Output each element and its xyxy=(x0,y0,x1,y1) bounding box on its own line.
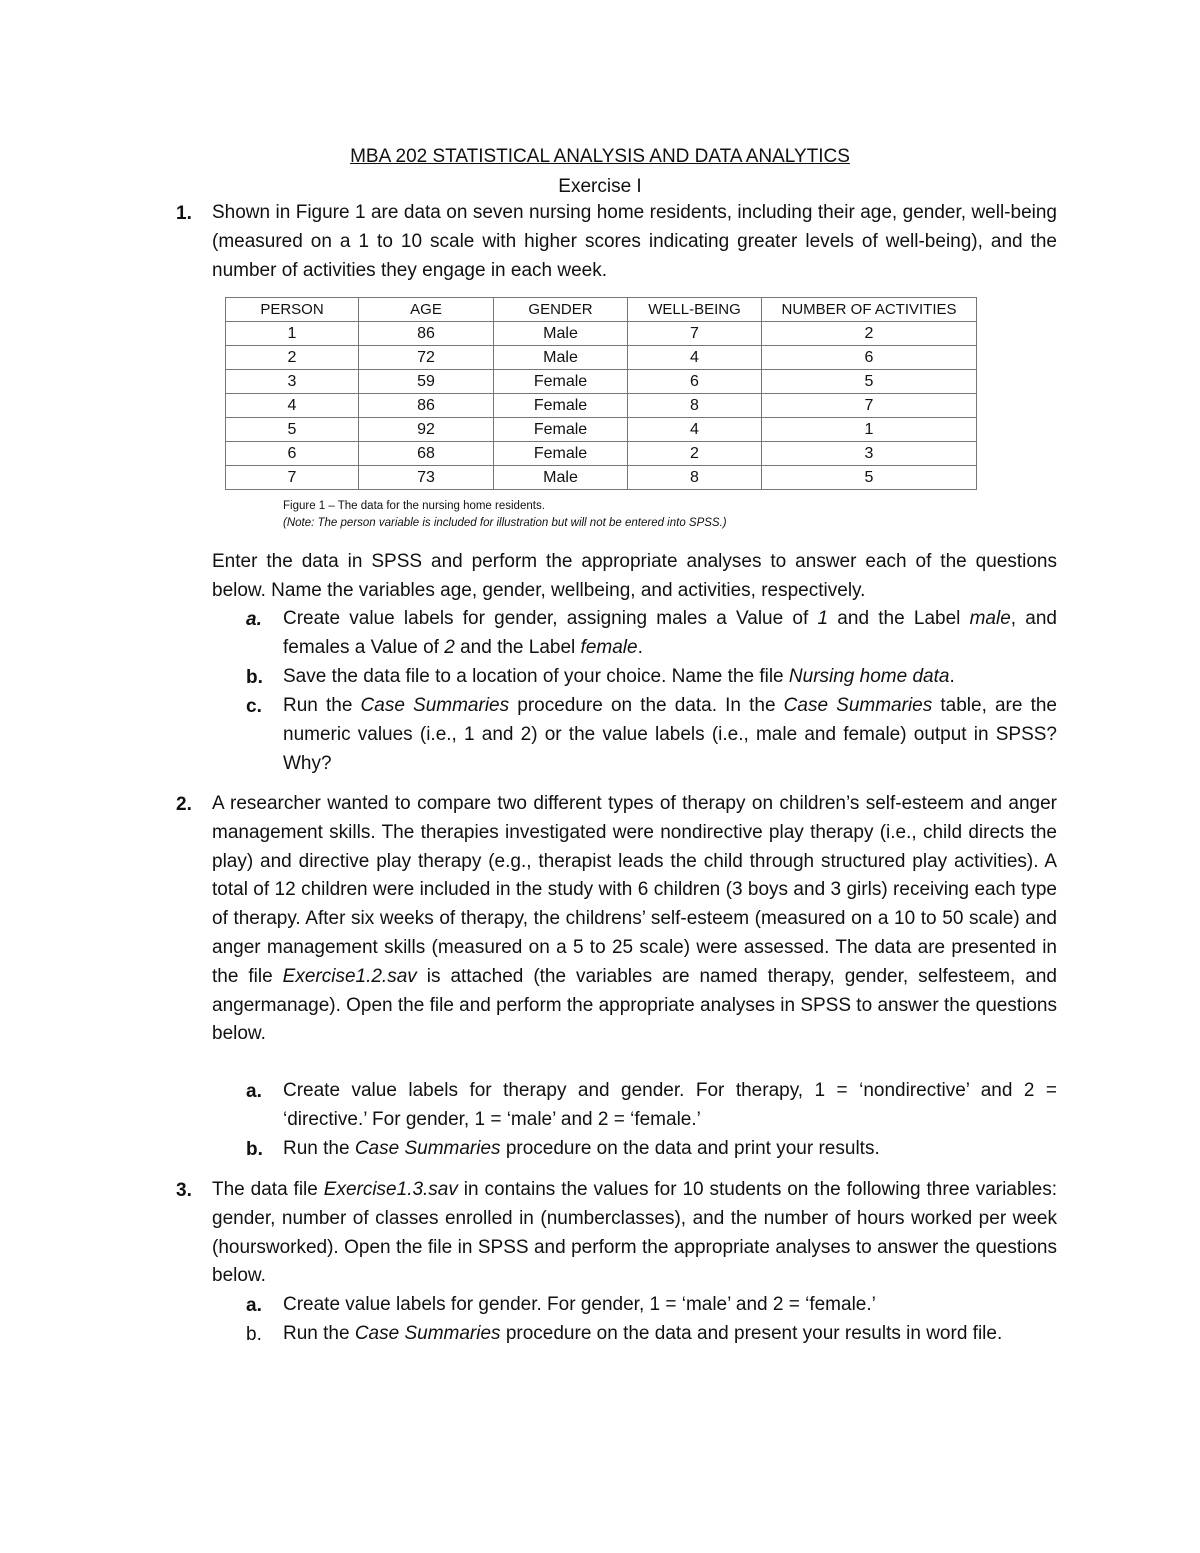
question-1c-text: Run the Case Summaries procedure on the data. In the Case Summaries table, are the numeric values (i.e., 1 and 2) or the value labels (i.e., male and female) output in SPSS? Why? xyxy=(283,695,1058,774)
cell-person: 7 xyxy=(226,466,359,490)
cell-well-being: 6 xyxy=(628,370,762,394)
question-3b-label: b. xyxy=(246,1324,262,1345)
question-3b-text: Run the Case Summaries procedure on the data and present your results in word file. xyxy=(283,1323,1003,1344)
cell-age: 59 xyxy=(359,370,494,394)
cell-well-being: 7 xyxy=(628,322,762,346)
table-row xyxy=(226,442,977,466)
exercise-subtitle: Exercise I xyxy=(558,176,642,197)
question-1a-text: Create value labels for gender, assigning males a Value of 1 and the Label male, and females a Value of 2 and the Label female. xyxy=(283,608,1057,658)
cell-person: 6 xyxy=(226,442,359,466)
question-3a-text: Create value labels for gender. For gender, 1 = ‘male’ and 2 = ‘female.’ xyxy=(283,1294,876,1315)
question-3-number: 3. xyxy=(176,1180,192,1201)
cell-well-being: 4 xyxy=(628,418,762,442)
cell-gender: Male xyxy=(494,346,628,370)
header-activities: NUMBER OF ACTIVITIES xyxy=(762,298,977,322)
cell-activities: 6 xyxy=(762,346,977,370)
table-row xyxy=(226,466,977,490)
cell-gender: Female xyxy=(494,370,628,394)
cell-person: 5 xyxy=(226,418,359,442)
cell-gender: Female xyxy=(494,418,628,442)
question-2b-label: b. xyxy=(246,1139,263,1160)
cell-age: 73 xyxy=(359,466,494,490)
question-1-instructions: Enter the data in SPSS and perform the appropriate analyses to answer each of the questions below. Name the variables age, gender, wellbeing, and activities, respectively. xyxy=(212,551,1057,601)
cell-gender: Male xyxy=(494,322,628,346)
table-row xyxy=(226,418,977,442)
document-title: MBA 202 STATISTICAL ANALYSIS AND DATA ANALYTICS xyxy=(350,146,850,167)
cell-activities: 7 xyxy=(762,394,977,418)
cell-age: 92 xyxy=(359,418,494,442)
table-row xyxy=(226,394,977,418)
question-1a-label: a. xyxy=(246,609,262,630)
question-2a-label: a. xyxy=(246,1081,262,1102)
question-1b-text: Save the data file to a location of your choice. Name the file Nursing home data. xyxy=(283,666,955,687)
cell-age: 72 xyxy=(359,346,494,370)
question-1b-label: b. xyxy=(246,667,263,688)
cell-gender: Male xyxy=(494,466,628,490)
header-person: PERSON xyxy=(226,298,359,322)
cell-well-being: 8 xyxy=(628,394,762,418)
question-2b-text: Run the Case Summaries procedure on the data and print your results. xyxy=(283,1138,880,1159)
table-row xyxy=(226,322,977,346)
cell-well-being: 8 xyxy=(628,466,762,490)
header-age: AGE xyxy=(359,298,494,322)
question-1-intro: Shown in Figure 1 are data on seven nursing home residents, including their age, gender, well-being (measured on a 1 to 10 scale with higher scores indicating greater levels of well-being), and the number of activities they engage in each week. xyxy=(212,202,1057,281)
figure-note: (Note: The person variable is included for illustration but will not be entered into SPSS.) xyxy=(283,517,727,529)
question-1c-label: c. xyxy=(246,696,262,717)
cell-age: 86 xyxy=(359,322,494,346)
cell-person: 1 xyxy=(226,322,359,346)
question-2-number: 2. xyxy=(176,794,192,815)
cell-activities: 3 xyxy=(762,442,977,466)
cell-gender: Female xyxy=(494,394,628,418)
cell-age: 86 xyxy=(359,394,494,418)
cell-well-being: 2 xyxy=(628,442,762,466)
table-row xyxy=(226,346,977,370)
cell-activities: 5 xyxy=(762,370,977,394)
question-1-number: 1. xyxy=(176,203,192,224)
cell-person: 3 xyxy=(226,370,359,394)
cell-activities: 2 xyxy=(762,322,977,346)
question-2-text: A researcher wanted to compare two different types of therapy on children’s self-esteem and anger management skills. The therapies investigated were nondirective play therapy (i.e., child directs the play) and directive play therapy (e.g., therapist leads the child through structured play activities). A total of 12 children were included in the study with 6 children (3 boys and 3 girls) receiving each type of therapy. After six weeks of therapy, the childrens’ self-esteem (measured on a 10 to 50 scale) and anger management skills (measured on a 5 to 25 scale) were assessed. The data are presented in the file Exercise1.2.sav is attached (the variables are named therapy, gender, selfesteem, and angermanage). Open the file and perform the appropriate analyses in SPSS to answer the questions below. xyxy=(212,793,1057,1045)
question-3-text: The data file Exercise1.3.sav in contains the values for 10 students on the following three variables: gender, number of classes enrolled in (numberclasses), and the number of hours worked per week (hoursworked). Open the file in SPSS and perform the appropriate analyses to answer the questions below. xyxy=(212,1179,1058,1287)
nursing-home-table xyxy=(225,297,977,490)
cell-person: 2 xyxy=(226,346,359,370)
cell-person: 4 xyxy=(226,394,359,418)
header-gender: GENDER xyxy=(494,298,628,322)
cell-gender: Female xyxy=(494,442,628,466)
question-2a-text: Create value labels for therapy and gender. For therapy, 1 = ‘nondirective’ and 2 = ‘directive.’ For gender, 1 = ‘male’ and 2 = ‘female.’ xyxy=(283,1080,1057,1130)
cell-activities: 5 xyxy=(762,466,977,490)
question-3a-label: a. xyxy=(246,1295,262,1316)
cell-activities: 1 xyxy=(762,418,977,442)
table-header-row xyxy=(226,298,977,322)
header-well-being: WELL-BEING xyxy=(628,298,762,322)
cell-well-being: 4 xyxy=(628,346,762,370)
cell-age: 68 xyxy=(359,442,494,466)
figure-caption: Figure 1 – The data for the nursing home residents. xyxy=(283,500,545,512)
table-row xyxy=(226,370,977,394)
